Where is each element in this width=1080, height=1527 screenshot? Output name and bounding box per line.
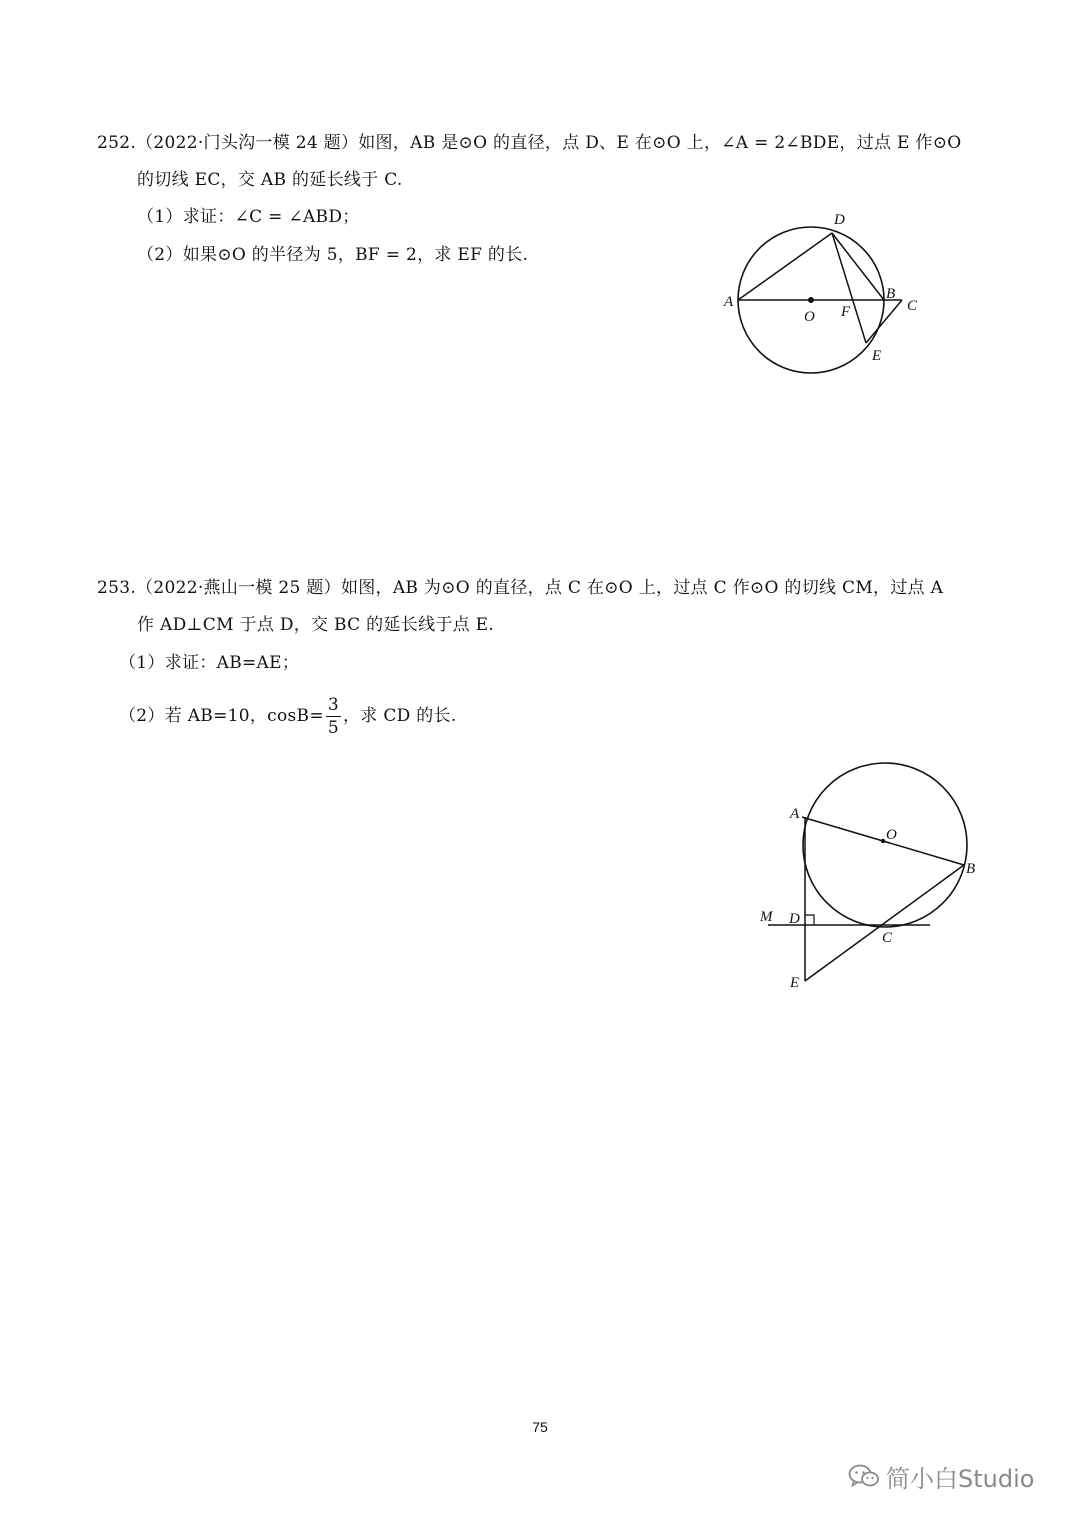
label-d: D (834, 212, 845, 228)
label-c-253: C (882, 930, 893, 946)
fraction-numerator: 3 (327, 695, 340, 715)
label-d-253: D (789, 911, 800, 927)
circle-o-253 (803, 763, 967, 927)
q2-prefix: （2）若 AB=10，cosB= (119, 706, 324, 726)
label-o: O (804, 309, 815, 325)
center-point-o-253 (881, 839, 885, 843)
wechat-icon (848, 1463, 880, 1489)
page-number: 75 (532, 1419, 548, 1435)
fraction-cosb (326, 694, 341, 739)
label-f: F (841, 304, 851, 320)
label-e-253: E (790, 975, 800, 991)
q2-suffix: ，求 CD 的长. (343, 706, 457, 726)
problem-253-line2: 作 AD⊥CM 于点 D，交 BC 的延长线于点 E. (137, 615, 495, 635)
watermark (848, 1458, 1058, 1494)
label-o-253: O (886, 827, 897, 843)
center-point-o (808, 297, 814, 303)
label-m: M (760, 909, 773, 925)
label-e: E (872, 348, 882, 364)
segment-de (832, 233, 866, 343)
fraction-denominator: 5 (327, 718, 340, 738)
label-b: B (886, 286, 896, 302)
problem-252-line1: 252.（2022·门头沟一模 24 题）如图，AB 是⊙O 的直径，点 D、E 在⊙O 上，∠A = 2∠BDE，过点 E 作⊙O (97, 133, 962, 153)
problem-253-question2 (119, 691, 457, 741)
problem-252-question2: （2）如果⊙O 的半径为 5，BF = 2，求 EF 的长. (137, 245, 529, 265)
label-a: A (724, 294, 734, 310)
label-a-253: A (790, 806, 800, 822)
watermark-text: 简小白Studio (886, 1464, 1035, 1493)
label-c: C (907, 298, 918, 314)
problem-252-figure (710, 200, 940, 385)
segment-be (805, 865, 964, 981)
segment-ad (738, 233, 832, 300)
problem-252-line2: 的切线 EC，交 AB 的延长线于 C. (137, 170, 403, 190)
problem-252-question1: （1）求证：∠C = ∠ABD； (137, 207, 360, 227)
label-b-253: B (966, 861, 976, 877)
problem-253-line1: 253.（2022·燕山一模 25 题）如图，AB 为⊙O 的直径，点 C 在⊙O 上，过点 C 作⊙O 的切线 CM，过点 A (97, 578, 944, 598)
problem-253-question1: （1）求证：AB=AE； (119, 653, 300, 673)
problem-253-figure (750, 755, 980, 995)
right-angle-mark (805, 915, 814, 925)
